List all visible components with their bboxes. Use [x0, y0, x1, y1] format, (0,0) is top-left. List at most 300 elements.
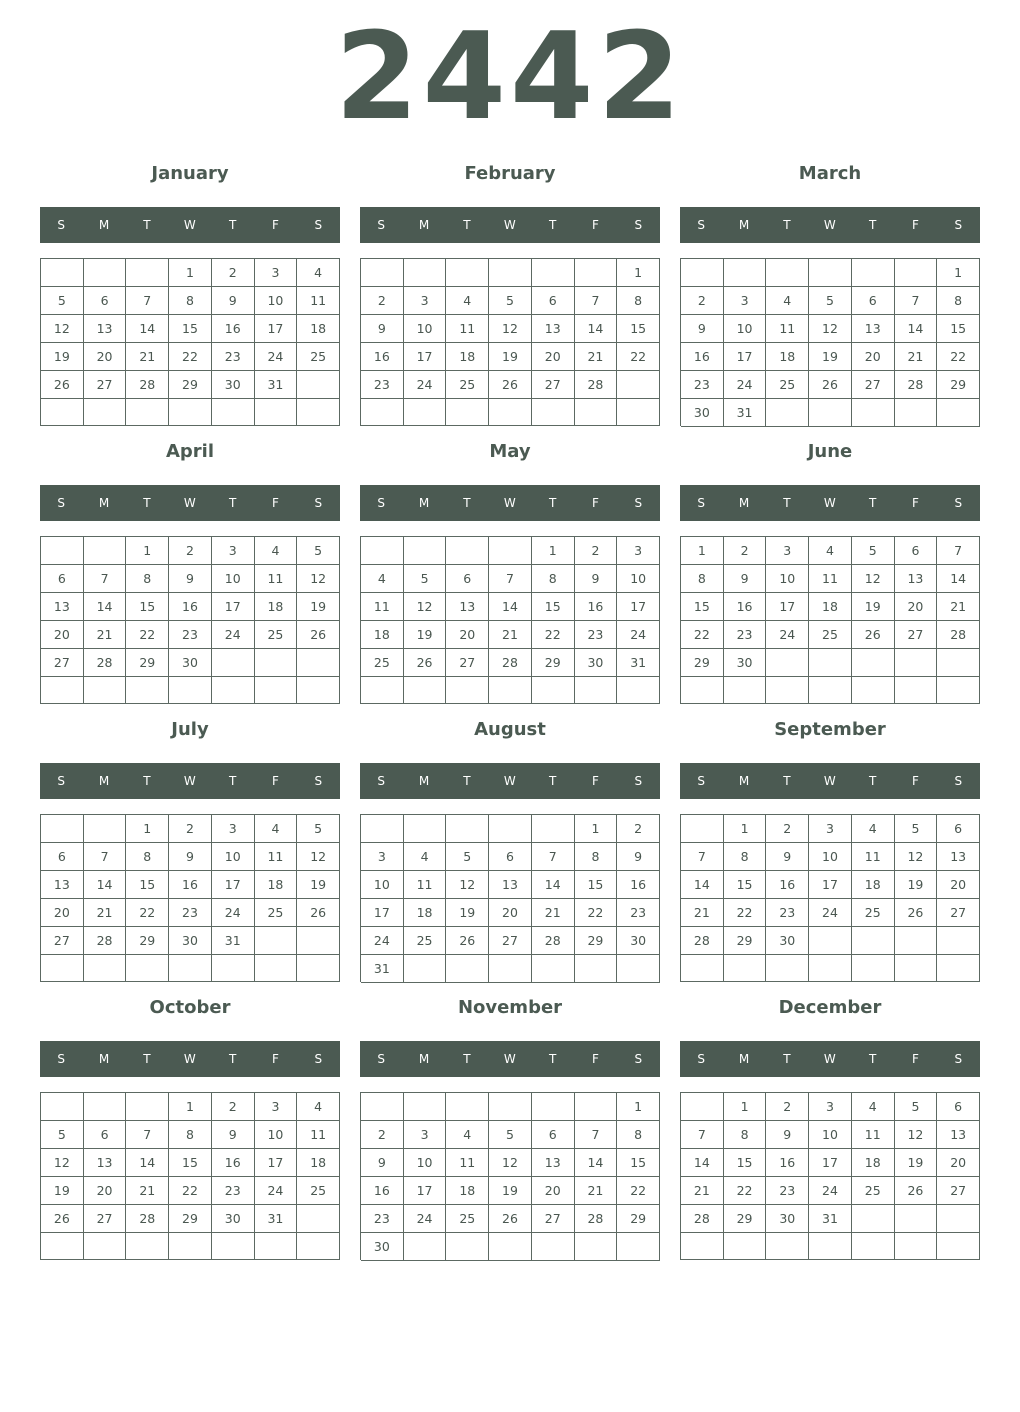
day-cell: 15 [126, 593, 169, 621]
day-cell: 22 [532, 621, 575, 649]
day-cell: 1 [169, 1093, 212, 1121]
day-cell: 14 [937, 565, 980, 593]
day-cell: 25 [297, 343, 340, 371]
day-cell: 21 [84, 899, 127, 927]
day-cell: 27 [41, 927, 84, 955]
weekday-label: T [228, 774, 237, 788]
day-cell: 13 [446, 593, 489, 621]
empty-cell [212, 399, 255, 426]
empty-cell [937, 1205, 980, 1233]
weekday-label: M [738, 496, 750, 510]
day-cell: 23 [169, 899, 212, 927]
day-cell: 18 [809, 593, 852, 621]
day-cell: 8 [169, 1121, 212, 1149]
weekday-label: S [634, 218, 643, 232]
day-cell: 15 [126, 871, 169, 899]
day-cell: 10 [212, 565, 255, 593]
day-cell: 20 [937, 871, 980, 899]
weekday-label: F [592, 496, 600, 510]
empty-cell [575, 677, 618, 704]
day-cell: 3 [404, 1121, 447, 1149]
weekday-label: T [548, 1052, 557, 1066]
day-cell: 23 [212, 1177, 255, 1205]
day-cell: 30 [212, 1205, 255, 1233]
day-cell: 8 [724, 1121, 767, 1149]
empty-cell [297, 955, 340, 982]
month-name: January [151, 163, 229, 184]
day-cell: 14 [84, 593, 127, 621]
day-cell: 4 [766, 287, 809, 315]
day-cell: 19 [41, 343, 84, 371]
day-cell: 5 [809, 287, 852, 315]
weekday-header [40, 1041, 340, 1077]
day-cell: 16 [361, 1177, 404, 1205]
weekday-label: S [57, 774, 66, 788]
day-cell: 10 [809, 843, 852, 871]
day-cell: 2 [724, 537, 767, 565]
day-cell: 27 [937, 899, 980, 927]
weekday-label: S [314, 496, 323, 510]
empty-cell [852, 927, 895, 955]
empty-cell [255, 399, 298, 426]
empty-cell [404, 1093, 447, 1121]
day-cell: 30 [212, 371, 255, 399]
day-cell: 24 [809, 899, 852, 927]
day-cell: 26 [489, 371, 532, 399]
empty-cell [489, 1233, 532, 1261]
day-cell: 11 [446, 1149, 489, 1177]
weekday-label: W [823, 496, 837, 510]
day-cell: 7 [575, 1121, 618, 1149]
empty-cell [404, 815, 447, 843]
weekday-header [680, 763, 980, 799]
day-cell: 19 [297, 593, 340, 621]
empty-cell [489, 399, 532, 426]
day-cell: 23 [766, 1177, 809, 1205]
day-cell: 1 [937, 259, 980, 287]
day-cell: 26 [404, 649, 447, 677]
day-cell: 25 [404, 927, 447, 955]
day-cell: 2 [212, 259, 255, 287]
day-cell: 28 [575, 1205, 618, 1233]
weekday-label: F [912, 1052, 920, 1066]
empty-cell [361, 399, 404, 426]
day-cell: 18 [852, 871, 895, 899]
day-cell: 27 [895, 621, 938, 649]
day-cell: 17 [404, 1177, 447, 1205]
empty-cell [212, 955, 255, 982]
empty-cell [84, 815, 127, 843]
day-cell: 4 [446, 1121, 489, 1149]
day-cell: 12 [404, 593, 447, 621]
empty-cell [212, 649, 255, 677]
day-cell: 5 [489, 1121, 532, 1149]
day-cell: 27 [532, 1205, 575, 1233]
day-cell: 24 [809, 1177, 852, 1205]
day-cell: 20 [937, 1149, 980, 1177]
day-cell: 13 [532, 1149, 575, 1177]
empty-cell [766, 649, 809, 677]
day-cell: 17 [212, 593, 255, 621]
day-cell: 28 [681, 1205, 724, 1233]
day-cell: 29 [724, 927, 767, 955]
day-cell: 17 [724, 343, 767, 371]
weekday-label: S [314, 1052, 323, 1066]
day-cell: 17 [255, 315, 298, 343]
day-cell: 28 [84, 649, 127, 677]
day-grid [40, 1092, 340, 1260]
day-cell: 26 [297, 621, 340, 649]
day-grid [360, 814, 660, 982]
weekday-header [680, 1041, 980, 1077]
day-cell: 17 [766, 593, 809, 621]
empty-cell [84, 677, 127, 704]
day-cell: 31 [212, 927, 255, 955]
empty-cell [446, 815, 489, 843]
weekday-label: T [463, 774, 472, 788]
empty-cell [126, 399, 169, 426]
day-cell: 18 [361, 621, 404, 649]
day-cell: 5 [404, 565, 447, 593]
weekday-header [40, 763, 340, 799]
day-cell: 7 [532, 843, 575, 871]
weekday-label: T [783, 1052, 792, 1066]
weekday-label: S [377, 1052, 386, 1066]
weekday-label: S [697, 218, 706, 232]
empty-cell [446, 1233, 489, 1261]
day-cell: 6 [446, 565, 489, 593]
empty-cell [361, 815, 404, 843]
day-cell: 8 [617, 1121, 660, 1149]
weekday-header [680, 485, 980, 521]
day-grid [40, 814, 340, 982]
day-cell: 23 [212, 343, 255, 371]
weekday-label: T [548, 496, 557, 510]
day-cell: 19 [895, 871, 938, 899]
weekday-label: W [823, 1052, 837, 1066]
day-cell: 18 [404, 899, 447, 927]
day-cell: 10 [809, 1121, 852, 1149]
empty-cell [724, 677, 767, 704]
day-cell: 8 [126, 843, 169, 871]
month-name: September [774, 719, 886, 740]
day-cell: 21 [489, 621, 532, 649]
empty-cell [895, 677, 938, 704]
weekday-label: W [823, 774, 837, 788]
day-cell: 9 [766, 1121, 809, 1149]
day-cell: 7 [84, 565, 127, 593]
day-cell: 16 [575, 593, 618, 621]
day-cell: 9 [575, 565, 618, 593]
day-grid [680, 536, 980, 704]
weekday-label: M [738, 774, 750, 788]
weekday-label: W [503, 1052, 517, 1066]
day-cell: 27 [489, 927, 532, 955]
day-cell: 18 [297, 315, 340, 343]
weekday-label: T [868, 218, 877, 232]
empty-cell [41, 1233, 84, 1260]
day-cell: 21 [575, 1177, 618, 1205]
day-cell: 1 [169, 259, 212, 287]
day-cell: 21 [681, 899, 724, 927]
day-cell: 11 [297, 1121, 340, 1149]
empty-cell [84, 1233, 127, 1260]
empty-cell [404, 399, 447, 426]
day-cell: 24 [255, 1177, 298, 1205]
empty-cell [895, 399, 938, 427]
day-cell: 30 [681, 399, 724, 427]
day-cell: 28 [575, 371, 618, 399]
day-cell: 26 [809, 371, 852, 399]
empty-cell [937, 955, 980, 982]
day-cell: 5 [446, 843, 489, 871]
day-cell: 1 [126, 537, 169, 565]
day-cell: 28 [895, 371, 938, 399]
day-cell: 11 [361, 593, 404, 621]
day-cell: 20 [84, 1177, 127, 1205]
weekday-label: T [143, 1052, 152, 1066]
empty-cell [681, 1093, 724, 1121]
weekday-label: S [634, 774, 643, 788]
day-grid [680, 814, 980, 982]
weekday-label: T [548, 218, 557, 232]
day-grid [40, 536, 340, 704]
day-cell: 19 [404, 621, 447, 649]
day-cell: 9 [361, 1149, 404, 1177]
day-cell: 12 [297, 843, 340, 871]
weekday-label: T [868, 774, 877, 788]
day-cell: 5 [41, 1121, 84, 1149]
day-cell: 20 [532, 1177, 575, 1205]
day-cell: 9 [617, 843, 660, 871]
weekday-label: T [463, 496, 472, 510]
empty-cell [809, 649, 852, 677]
day-cell: 29 [126, 649, 169, 677]
empty-cell [489, 259, 532, 287]
day-cell: 19 [852, 593, 895, 621]
day-cell: 21 [126, 1177, 169, 1205]
empty-cell [41, 399, 84, 426]
day-cell: 1 [126, 815, 169, 843]
day-cell: 2 [212, 1093, 255, 1121]
weekday-label: S [57, 1052, 66, 1066]
empty-cell [361, 1093, 404, 1121]
empty-cell [255, 677, 298, 704]
day-cell: 1 [575, 815, 618, 843]
empty-cell [404, 955, 447, 983]
day-cell: 19 [809, 343, 852, 371]
weekday-label: S [954, 496, 963, 510]
day-cell: 8 [937, 287, 980, 315]
weekday-label: M [98, 496, 110, 510]
weekday-label: W [503, 496, 517, 510]
day-cell: 11 [809, 565, 852, 593]
weekday-label: T [783, 218, 792, 232]
weekday-label: T [463, 1052, 472, 1066]
empty-cell [809, 955, 852, 982]
weekday-label: F [272, 496, 280, 510]
day-grid [680, 258, 980, 426]
month-name: November [457, 997, 563, 1018]
day-cell: 31 [361, 955, 404, 983]
day-cell: 5 [489, 287, 532, 315]
empty-cell [532, 955, 575, 983]
day-cell: 24 [212, 621, 255, 649]
day-cell: 14 [575, 1149, 618, 1177]
day-cell: 30 [617, 927, 660, 955]
day-cell: 19 [297, 871, 340, 899]
day-cell: 31 [255, 1205, 298, 1233]
day-cell: 9 [169, 565, 212, 593]
day-cell: 14 [681, 1149, 724, 1177]
weekday-label: F [592, 1052, 600, 1066]
empty-cell [489, 1093, 532, 1121]
year-title: 2442 [335, 8, 685, 147]
day-cell: 21 [84, 621, 127, 649]
day-cell: 2 [766, 1093, 809, 1121]
empty-cell [446, 537, 489, 565]
day-cell: 22 [169, 343, 212, 371]
month-name: May [489, 441, 531, 462]
day-cell: 21 [575, 343, 618, 371]
empty-cell [297, 677, 340, 704]
weekday-label: M [738, 218, 750, 232]
day-cell: 3 [724, 287, 767, 315]
empty-cell [297, 399, 340, 426]
day-cell: 6 [532, 287, 575, 315]
empty-cell [937, 1233, 980, 1260]
empty-cell [852, 677, 895, 704]
day-cell: 1 [617, 259, 660, 287]
weekday-label: M [418, 218, 430, 232]
day-cell: 15 [532, 593, 575, 621]
day-cell: 29 [169, 1205, 212, 1233]
day-cell: 3 [361, 843, 404, 871]
weekday-label: W [503, 218, 517, 232]
day-cell: 16 [724, 593, 767, 621]
weekday-label: T [228, 1052, 237, 1066]
day-cell: 22 [681, 621, 724, 649]
day-cell: 25 [446, 371, 489, 399]
weekday-label: T [463, 218, 472, 232]
day-cell: 16 [766, 871, 809, 899]
day-cell: 15 [617, 1149, 660, 1177]
day-cell: 16 [169, 871, 212, 899]
empty-cell [617, 399, 660, 426]
weekday-label: F [272, 774, 280, 788]
day-cell: 28 [84, 927, 127, 955]
day-cell: 18 [766, 343, 809, 371]
empty-cell [809, 927, 852, 955]
empty-cell [766, 1233, 809, 1260]
empty-cell [489, 677, 532, 704]
day-cell: 3 [255, 259, 298, 287]
day-cell: 11 [255, 843, 298, 871]
day-cell: 12 [809, 315, 852, 343]
day-cell: 11 [297, 287, 340, 315]
weekday-label: T [228, 218, 237, 232]
empty-cell [937, 399, 980, 427]
day-cell: 8 [617, 287, 660, 315]
day-cell: 27 [446, 649, 489, 677]
day-cell: 15 [937, 315, 980, 343]
weekday-header [40, 207, 340, 243]
day-cell: 10 [255, 1121, 298, 1149]
day-cell: 1 [724, 815, 767, 843]
empty-cell [681, 1233, 724, 1260]
day-cell: 19 [489, 1177, 532, 1205]
empty-cell [532, 1093, 575, 1121]
weekday-label: S [954, 1052, 963, 1066]
day-cell: 4 [255, 815, 298, 843]
day-cell: 8 [169, 287, 212, 315]
month-name: June [807, 441, 853, 462]
day-cell: 6 [84, 287, 127, 315]
empty-cell [489, 537, 532, 565]
day-cell: 28 [937, 621, 980, 649]
weekday-label: S [314, 218, 323, 232]
empty-cell [297, 371, 340, 399]
day-cell: 11 [766, 315, 809, 343]
day-cell: 19 [895, 1149, 938, 1177]
weekday-label: F [272, 218, 280, 232]
day-cell: 22 [617, 343, 660, 371]
weekday-label: T [868, 1052, 877, 1066]
empty-cell [84, 537, 127, 565]
weekday-label: S [314, 774, 323, 788]
weekday-label: M [418, 1052, 430, 1066]
empty-cell [84, 399, 127, 426]
weekday-header [40, 485, 340, 521]
empty-cell [126, 1093, 169, 1121]
empty-cell [297, 1233, 340, 1260]
day-cell: 29 [724, 1205, 767, 1233]
weekday-label: F [592, 774, 600, 788]
empty-cell [681, 259, 724, 287]
day-cell: 7 [937, 537, 980, 565]
day-cell: 12 [895, 1121, 938, 1149]
empty-cell [766, 677, 809, 704]
day-cell: 13 [41, 593, 84, 621]
day-cell: 20 [532, 343, 575, 371]
empty-cell [895, 1205, 938, 1233]
weekday-label: W [183, 218, 197, 232]
month-name: March [798, 163, 862, 184]
weekday-label: T [868, 496, 877, 510]
day-cell: 27 [84, 371, 127, 399]
day-cell: 10 [404, 315, 447, 343]
day-cell: 12 [41, 315, 84, 343]
empty-cell [617, 371, 660, 399]
day-cell: 25 [852, 1177, 895, 1205]
day-cell: 15 [617, 315, 660, 343]
day-cell: 12 [852, 565, 895, 593]
day-cell: 13 [84, 1149, 127, 1177]
day-cell: 6 [852, 287, 895, 315]
day-cell: 7 [84, 843, 127, 871]
day-cell: 17 [255, 1149, 298, 1177]
month-name: December [778, 997, 882, 1018]
empty-cell [169, 677, 212, 704]
day-cell: 5 [297, 537, 340, 565]
empty-cell [41, 815, 84, 843]
day-cell: 27 [852, 371, 895, 399]
day-grid [360, 258, 660, 426]
empty-cell [446, 259, 489, 287]
day-cell: 18 [852, 1149, 895, 1177]
day-cell: 9 [169, 843, 212, 871]
day-cell: 4 [297, 259, 340, 287]
